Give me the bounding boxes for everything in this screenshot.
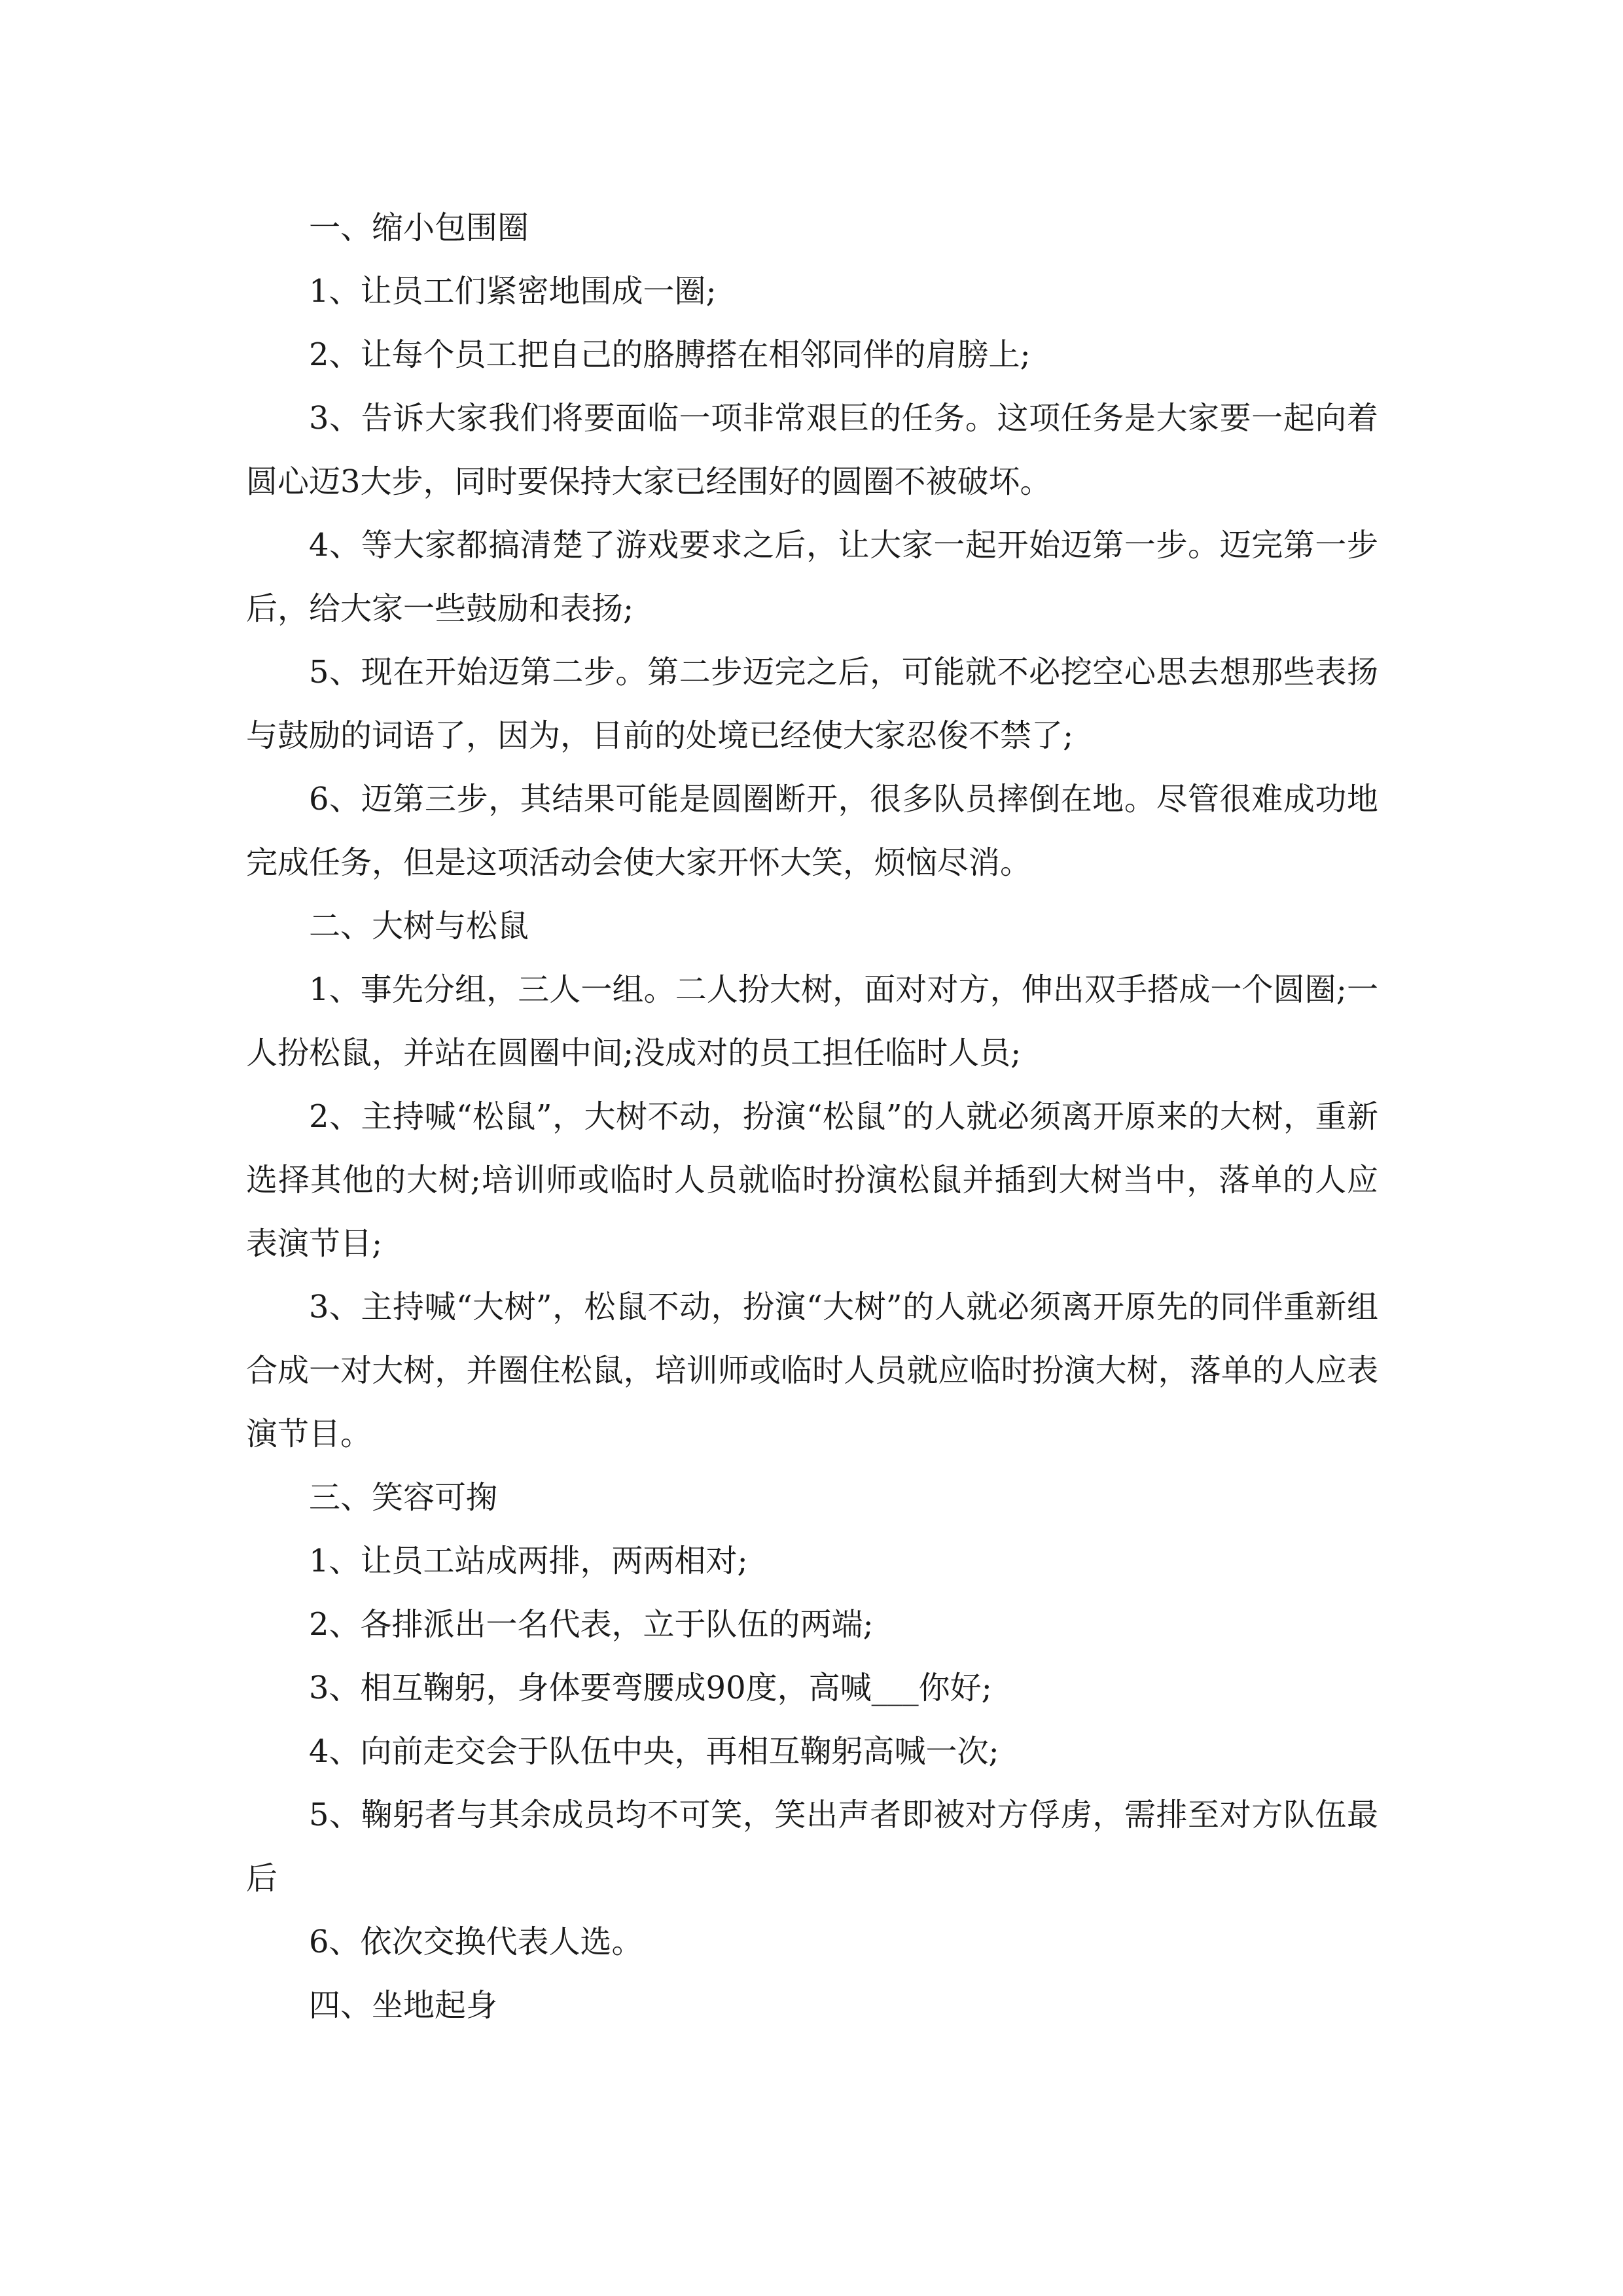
- section-heading: 一、缩小包围圈: [309, 209, 529, 246]
- list-item: 5、鞠躬者与其余成员均不可笑，笑出声者即被对方俘虏，需排至对方队伍最后: [246, 1797, 1378, 1897]
- section-heading: 二、大树与松鼠: [309, 908, 529, 944]
- list-item: 6、迈第三步，其结果可能是圆圈断开，很多队员摔倒在地。尽管很难成功地完成任务，但是这项活动会使大家开怀大笑，烦恼尽消。: [246, 781, 1378, 881]
- list-item: 6、依次交换代表人选。: [309, 1924, 643, 1960]
- list-item: 1、让员工们紧密地围成一圈;: [309, 273, 717, 310]
- list-item: 2、各排派出一名代表，立于队伍的两端;: [309, 1606, 874, 1643]
- list-item: 1、事先分组，三人一组。二人扮大树，面对对方，伸出双手搭成一个圆圈;一人扮松鼠，并站在圆圈中间;没成对的员工担任临时人员;: [246, 971, 1378, 1071]
- list-item: 3、主持喊“大树”，松鼠不动，扮演“大树”的人就必须离开原先的同伴重新组合成一对大树，并圈住松鼠，培训师或临时人员就应临时扮演大树，落单的人应表演节目。: [246, 1289, 1378, 1452]
- section-heading: 三、笑容可掬: [309, 1479, 498, 1516]
- list-item: 4、向前走交会于队伍中央，再相互鞠躬高喊一次;: [309, 1733, 999, 1770]
- list-item: 3、告诉大家我们将要面临一项非常艰巨的任务。这项任务是大家要一起向着圆心迈3大步，同时要保持大家已经围好的圆圈不被破坏。: [246, 400, 1378, 500]
- list-item: 1、让员工站成两排，两两相对;: [309, 1543, 748, 1579]
- list-item: 3、相互鞠躬，身体要弯腰成90度，高喊___你好;: [309, 1670, 992, 1706]
- section-heading: 四、坐地起身: [309, 1987, 498, 2024]
- list-item: 5、现在开始迈第二步。第二步迈完之后，可能就不必挖空心思去想那些表扬与鼓励的词语了，因为，目前的处境已经使大家忍俊不禁了;: [246, 654, 1378, 754]
- list-item: 4、等大家都搞清楚了游戏要求之后，让大家一起开始迈第一步。迈完第一步后，给大家一些鼓励和表扬;: [246, 527, 1378, 627]
- list-item: 2、让每个员工把自己的胳膊搭在相邻同伴的肩膀上;: [309, 336, 1031, 373]
- list-item: 2、主持喊“松鼠”，大树不动，扮演“松鼠”的人就必须离开原来的大树，重新选择其他的大树;培训师或临时人员就临时扮演松鼠并插到大树当中，落单的人应表演节目;: [246, 1098, 1378, 1262]
- document-body: [246, 196, 1378, 2037]
